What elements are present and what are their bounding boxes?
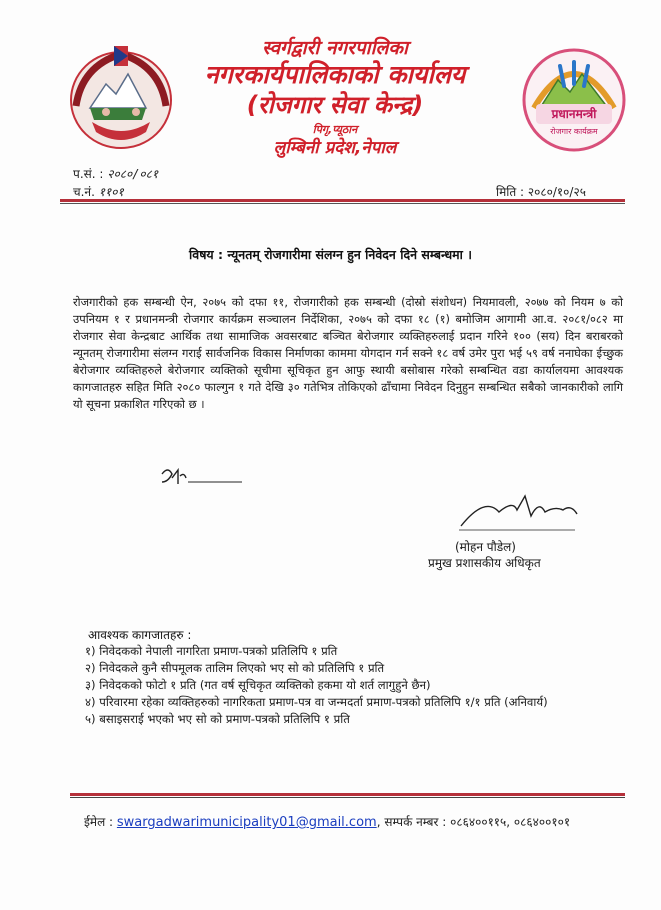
nepal-emblem-logo	[62, 36, 180, 156]
chalani-label: च.नं.	[73, 185, 95, 199]
document-item: ५) बसाइसराई भएको भए सो को प्रमाण-पत्रको प्रतिलिपि १ प्रति	[85, 712, 350, 726]
letter-subject: विषय : न्यूनतम् रोजगारीमा संलग्न हुन निवेदन दिने सम्बन्धमा ।	[189, 247, 472, 262]
office-header	[170, 36, 500, 158]
date-value: २०८०/१०/२५	[527, 185, 586, 199]
contact-numbers: ०८६४००११५, ०८६४००१०१	[450, 815, 571, 829]
documents-heading: आवश्यक कागजातहरु :	[88, 628, 192, 642]
province-name: लुम्बिनी प्रदेश,नेपाल	[273, 138, 397, 158]
document-item: २) निवेदकले कुनै सीपमूलक तालिम लिएको भए सो को प्रतिलिपि १ प्रति	[85, 661, 385, 675]
signatory-name: (मोहन पौडेल)	[455, 540, 516, 554]
contact-footer	[84, 813, 570, 830]
notice-body: रोजगारीको हक सम्बन्धी ऐन, २०७५ को दफा ११, रोजगारीको हक सम्बन्धी (दोस्रो संशोधन) नियमावली, २०७७ को नियम ७ को उपनियम १ र प्रधानमन्त्री रोजगार कार्यक्रम सञ्चालन निर्देशिका, २०७५ को दफा १८ (१) बमोजिम आगामी आ.व. २०८१/०८२ मा रोजगार सेवा केन्द्रबाट आर्थिक तथा सामाजिक अवसरबाट बञ्चित बेरोजगार व्यक्तिहरुलाई प्रदान गरिने १०० (सय) दिन बराबरको न्यूनतम् रोजगारीमा संलग्न गराई सार्वजनिक विकास निर्माणका काममा योगदान गर्न सक्ने १८ वर्ष उमेर पुरा भई ५९ वर्ष ननाघेका ईच्छुक बेरोजगार व्यक्तिहरुले बेरोजगार व्यक्तिको सूचीमा सूचिकृत हुन आफु स्थायी बसोबास गरेको सम्बन्धित वडा कार्यालयमा आवश्यक कागजातहरु सहित मिति २०८० फाल्गुन १ गते देखि ३० गतेभित्र तोकिएको ढाँचामा निवेदन दिनुहुन सम्बन्धित सबैको जानकारीको लागि यो सूचना प्रकाशित गरिएको छ ।	[73, 295, 623, 411]
logo-title-text: प्रधानमन्त्री	[551, 107, 597, 121]
header-divider	[60, 199, 625, 202]
footer-divider-thin	[70, 797, 625, 798]
patra-sankhya	[73, 165, 158, 182]
chalani-number	[73, 183, 124, 200]
contact-label: , सम्पर्क नम्बर :	[376, 815, 447, 829]
initials-mark	[158, 464, 243, 488]
document-item: ४) परिवारमा रहेका व्यक्तिहरुको नागरिकता प्रमाण-पत्र वा जन्मदर्ता प्रमाण-पत्रको प्रतिलिपि १/१ प्रति (अनिवार्य)	[85, 695, 548, 709]
document-item: ३) निवेदकको फोटो १ प्रति (गत वर्ष सूचिकृत व्यक्तिको हकमा यो शर्त लागुहुने छैन)	[85, 678, 431, 692]
chalani-value: ११०१	[98, 185, 124, 199]
footer-divider	[70, 793, 625, 796]
signatory-title: प्रमुख प्रशासकीय अधिकृत	[428, 556, 541, 570]
email-link[interactable]: swargadwarimunicipality01@gmail.com	[116, 815, 377, 830]
center-name: (रोजगार सेवा केन्द्र)	[246, 91, 424, 119]
district-name: पिगृ,प्यूठान	[312, 123, 358, 136]
patra-label: प.सं. :	[73, 167, 104, 181]
office-name: नगरकार्यपालिकाको कार्यालय	[204, 60, 466, 89]
patra-value: २०८०/०८१	[107, 167, 159, 181]
document-item: १) निवेदकको नेपाली नागरिता प्रमाण-पत्रको प्रतिलिपि १ प्रति	[85, 644, 338, 658]
letter-date	[496, 183, 586, 200]
rojgar-program-logo	[520, 46, 628, 154]
municipality-name: स्वर्गद्वारी नगरपालिका	[262, 37, 408, 59]
email-label: ईमेल :	[84, 815, 114, 829]
officer-signature	[455, 486, 585, 532]
header-divider-thin	[60, 203, 625, 204]
documents-list	[85, 643, 645, 728]
logo-subtitle-text: रोजगार कार्यक्रम	[550, 127, 598, 136]
date-label: मिति :	[496, 185, 525, 199]
